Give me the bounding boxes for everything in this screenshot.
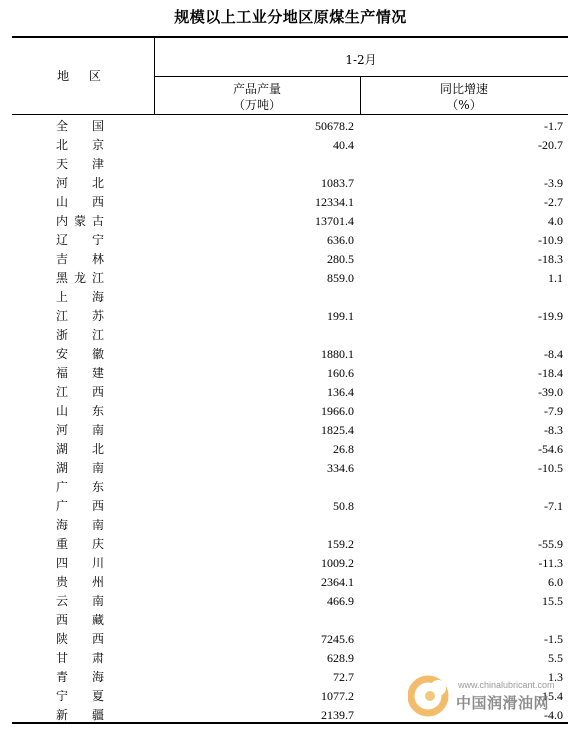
production-value: 50678.2: [315, 119, 354, 133]
region-name: 山西: [56, 195, 104, 209]
production-value: 2139.7: [321, 708, 354, 722]
production-value: 159.2: [327, 537, 354, 551]
table-row: [12, 478, 568, 497]
table-body: [12, 117, 568, 725]
region-name: 云南: [56, 594, 104, 608]
production-value: 136.4: [327, 385, 354, 399]
region-name: 贵州: [56, 575, 104, 589]
growth-header-unit: （%）: [446, 98, 482, 112]
region-name: 江西: [56, 385, 104, 399]
production-value: 280.5: [327, 252, 354, 266]
table-row: [12, 269, 568, 288]
region-name: 全国: [56, 119, 104, 133]
table-row: [12, 326, 568, 345]
growth-column-header: [360, 81, 568, 113]
table-row: [12, 402, 568, 421]
table-row: [12, 364, 568, 383]
production-value: 12334.1: [315, 195, 354, 209]
production-value: 1880.1: [321, 347, 354, 361]
table-row: [12, 250, 568, 269]
region-name: 福建: [56, 366, 104, 380]
growth-value: -10.5: [538, 461, 563, 475]
region-name: 上海: [56, 290, 104, 304]
table-row: [12, 136, 568, 155]
region-name: 湖南: [56, 461, 104, 475]
region-name: 陕西: [56, 632, 104, 646]
region-name: 海南: [56, 518, 104, 532]
growth-value: -1.5: [544, 632, 563, 646]
region-name: 安徽: [56, 347, 104, 361]
production-value: 334.6: [327, 461, 354, 475]
region-name: 甘肃: [56, 651, 104, 665]
growth-value: 5.5: [548, 651, 563, 665]
growth-value: -55.9: [538, 537, 563, 551]
watermark-name: 中国润滑油网: [456, 694, 550, 712]
table-row: [12, 421, 568, 440]
table-row: [12, 383, 568, 402]
table-row: [12, 212, 568, 231]
table-top-rule: [12, 36, 568, 38]
table-row: [12, 155, 568, 174]
production-header-unit: （万吨）: [232, 98, 281, 112]
table-row: [12, 193, 568, 212]
growth-value: -18.3: [538, 252, 563, 266]
region-name: 山东: [56, 404, 104, 418]
growth-value: -18.4: [538, 366, 563, 380]
table-row: [12, 459, 568, 478]
region-name: 重庆: [56, 537, 104, 551]
growth-value: -20.7: [538, 138, 563, 152]
production-value: 2364.1: [321, 575, 354, 589]
production-value: 50.8: [333, 499, 354, 513]
table-row: [12, 117, 568, 136]
production-value: 26.8: [333, 442, 354, 456]
growth-value: -7.9: [544, 404, 563, 418]
production-value: 160.6: [327, 366, 354, 380]
table-row: [12, 497, 568, 516]
region-name: 黑龙江: [56, 271, 104, 285]
table-row: [12, 288, 568, 307]
region-name: 湖北: [56, 442, 104, 456]
production-value: 40.4: [333, 138, 354, 152]
region-name: 内蒙古: [56, 214, 104, 228]
table-row: [12, 174, 568, 193]
growth-value: 15.5: [542, 594, 563, 608]
region-name: 宁夏: [56, 689, 104, 703]
table-row: [12, 516, 568, 535]
growth-value: -54.6: [538, 442, 563, 456]
growth-value: -19.9: [538, 309, 563, 323]
region-name: 辽宁: [56, 233, 104, 247]
region-name: 新疆: [56, 708, 104, 722]
table-row: [12, 535, 568, 554]
production-value: 7245.6: [321, 632, 354, 646]
period-header: 1-2月: [345, 53, 377, 67]
growth-value: -15.4: [538, 689, 563, 703]
production-table: [12, 36, 568, 724]
table-row: [12, 649, 568, 668]
growth-value: -7.1: [544, 499, 563, 513]
growth-value: -39.0: [538, 385, 563, 399]
region-column-header: 地 区: [57, 69, 109, 83]
region-name: 广东: [56, 480, 104, 494]
growth-value: -1.7: [544, 119, 563, 133]
production-value: 1083.7: [321, 176, 354, 190]
region-name: 青海: [56, 670, 104, 684]
growth-value: -8.3: [544, 423, 563, 437]
production-value: 1825.4: [321, 423, 354, 437]
growth-value: -10.9: [538, 233, 563, 247]
table-bottom-rule: [12, 722, 568, 724]
region-name: 北京: [56, 138, 104, 152]
watermark-url: www.chinalubricant.com: [458, 680, 555, 690]
period-underline: [154, 76, 568, 77]
region-name: 河北: [56, 176, 104, 190]
production-value: 13701.4: [315, 214, 354, 228]
production-value: 199.1: [327, 309, 354, 323]
table-row: [12, 668, 568, 687]
growth-value: 1.1: [548, 271, 563, 285]
table-row: [12, 554, 568, 573]
growth-value: -3.9: [544, 176, 563, 190]
production-value: 636.0: [327, 233, 354, 247]
growth-value: -11.3: [538, 556, 563, 570]
growth-value: 6.0: [548, 575, 563, 589]
table-title: 规模以上工业分地区原煤生产情况: [174, 8, 407, 26]
growth-value: -2.7: [544, 195, 563, 209]
growth-value: 4.0: [548, 214, 563, 228]
table-row: [12, 592, 568, 611]
growth-header-label: 同比增速: [439, 82, 488, 96]
region-name: 浙江: [56, 328, 104, 342]
header-bottom-rule: [12, 114, 568, 115]
region-name: 河南: [56, 423, 104, 437]
region-name: 天津: [56, 157, 104, 171]
table-row: [12, 687, 568, 706]
production-value: 1077.2: [321, 689, 354, 703]
production-header-label: 产品产量: [232, 82, 281, 96]
production-value: 1966.0: [321, 404, 354, 418]
growth-value: -4.0: [544, 708, 563, 722]
region-name: 广西: [56, 499, 104, 513]
region-name: 江苏: [56, 309, 104, 323]
production-value: 859.0: [327, 271, 354, 285]
growth-value: -8.4: [544, 347, 563, 361]
production-value: 466.9: [327, 594, 354, 608]
region-name: 吉林: [56, 252, 104, 266]
region-name: 西藏: [56, 613, 104, 627]
production-value: 72.7: [333, 670, 354, 684]
table-row: [12, 307, 568, 326]
production-column-header: [154, 81, 360, 113]
production-value: 628.9: [327, 651, 354, 665]
growth-value: 1.3: [548, 670, 563, 684]
region-name: 四川: [56, 556, 104, 570]
table-row: [12, 573, 568, 592]
table-row: [12, 630, 568, 649]
table-row: [12, 231, 568, 250]
table-row: [12, 611, 568, 630]
production-value: 1009.2: [321, 556, 354, 570]
table-row: [12, 440, 568, 459]
table-row: [12, 345, 568, 364]
